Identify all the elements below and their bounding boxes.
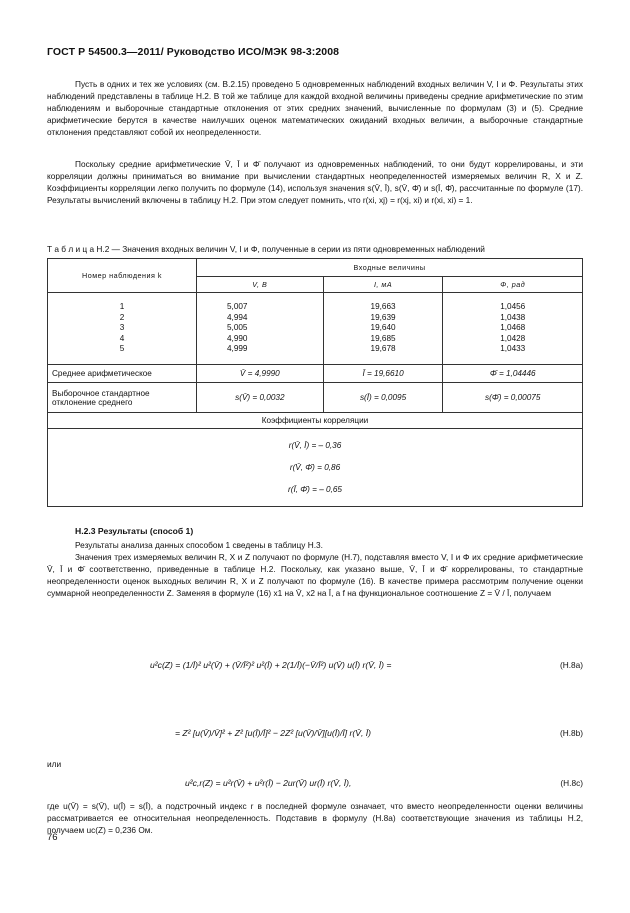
page-number: 76 xyxy=(47,832,58,843)
phi-values xyxy=(443,293,583,365)
formula-h8c: u²c,r(Z) = u²r(V̄) + u²r(Ī) − 2ur(V̄) ur(Ī) r(V̄, Ī), xyxy=(185,778,352,788)
v-value: 5,005 xyxy=(227,323,248,333)
phi-value: 1,0468 xyxy=(500,323,526,333)
sd-i: s(Ī) = 0,0095 xyxy=(323,383,443,413)
mean-v: V̄ = 4,9990 xyxy=(197,365,324,383)
phi-value: 1,0428 xyxy=(500,333,526,343)
k-value: 5 xyxy=(119,344,125,354)
phi-value: 1,0438 xyxy=(500,312,526,322)
sd-v: s(V̄) = 0,0032 xyxy=(197,383,324,413)
corr-v-i: r(V̄, Ī) = – 0,36 xyxy=(288,440,342,450)
col-obs-header: Номер наблюдения k xyxy=(48,259,197,293)
col-v-header: V, В xyxy=(197,277,324,293)
paragraph-2: Поскольку средние арифметические V̄, Ī и Φ̄ получают из одновременных наблюдений, то они будут коррелированы, и эти корреляции должны приниматься во внимание при вычислении стандартных неопределенностей измеряемых величин R, X и Z. Коэффициенты корреляции легко получить по формуле (14), используя значения s(V̄, Ī), s(V̄, Φ̄) и s(Ī, Φ̄), рассчитанные по формуле (17). Результаты вычислений включены в таблицу H.2. При этом следует помнить, что r(xi, xj) = r(xj, xi) и r(xi, xi) = 1. xyxy=(47,159,583,205)
table-caption: Т а б л и ц а H.2 — Значения входных величин V, I и Φ, полученные в серии из пяти одновременных наблюдений xyxy=(47,244,485,254)
v-value: 5,007 xyxy=(227,302,248,312)
col-inputs-header: Входные величины xyxy=(197,259,583,277)
v-values xyxy=(197,293,324,365)
section-paragraph-1: Результаты анализа данных способом 1 сведены в таблицу H.3. xyxy=(75,540,323,550)
v-value: 4,999 xyxy=(227,344,248,354)
col-phi-header: Φ, рад xyxy=(443,277,583,293)
mean-phi: Φ̄ = 1,04446 xyxy=(443,365,583,383)
paragraph-1: Пусть в одних и тех же условиях (см. B.2.15) проведено 5 одновременных наблюдений входных величин V, I и Φ. Результаты этих наблюдений представлены в таблице H.2. В той же таблице для каждой входной величины приведены средние арифметические по этим наблюдениям и выборочные стандартные отклонения от этих средних значений, вычисленные по формулам (3) и (5). Средние арифметические берутся в качестве наилучших оценок математических ожиданий входных величин, а выборочные стандартные отклонения представляют собой их неопределенности. xyxy=(47,79,583,137)
corr-v-phi: r(V̄, Φ̄) = 0,86 xyxy=(289,462,341,472)
i-value: 19,640 xyxy=(370,323,396,333)
i-value: 19,639 xyxy=(370,312,396,322)
formula-h8b-label: (H.8b) xyxy=(559,728,583,738)
k-value: 3 xyxy=(119,323,125,333)
k-value: 2 xyxy=(119,312,125,322)
k-value: 4 xyxy=(119,333,125,343)
formula-h8b: = Z² [u(V̄)/V̄]² + Z² [u(Ī)/Ī]² − 2Z² [u(V̄)/V̄][u(Ī)/Ī] r(V̄, Ī) xyxy=(175,728,372,738)
corr-i-phi: r(Ī, Φ̄) = – 0,65 xyxy=(288,484,342,494)
corr-label: Коэффициенты корреляции xyxy=(48,413,583,429)
table-h2 xyxy=(47,258,583,507)
section-title: H.2.3 Результаты (способ 1) xyxy=(75,526,194,536)
phi-value: 1,0456 xyxy=(500,302,526,312)
formula-h8c-label: (H.8c) xyxy=(560,778,583,788)
v-value: 4,990 xyxy=(227,333,248,343)
formula-h8a-label: (H.8a) xyxy=(559,660,583,670)
mean-i: Ī = 19,6610 xyxy=(323,365,443,383)
k-values xyxy=(48,293,197,365)
i-value: 19,678 xyxy=(370,344,396,354)
section-paragraph-2: Значения трех измеряемых величин R, X и Z получают по формуле (H.7), подставляя вместо V, I и Φ их средние арифметические V̄, Ī и Φ̄ соответственно, приведенные в таблице H.2. Поскольку, как указано выше, V̄, Ī и Φ̄ коррелированы, то стандартные неопределенности оценок выходных величин R, X и Z получают по формуле (16). В качестве примера рассмотрим получение оценки суммарной неопределенности Z. Заменяя в формуле (16) x1 на V̄, x2 на Ī, а f на функциональное соотношение Z = V̄ / Ī, получаем xyxy=(47,552,583,598)
col-i-header: I, мА xyxy=(323,277,443,293)
i-value: 19,685 xyxy=(370,333,396,343)
mean-label: Среднее арифметическое xyxy=(48,365,197,383)
sd-label: Выборочное стандартное отклонение среднего xyxy=(48,383,197,413)
final-paragraph: где u(V̄) = s(V̄), u(Ī) = s(Ī), а подстрочный индекс r в последней формуле означает, что вместо неопределенности оценки величины рассматривается ее относительная неопределенность. Подставив в формулу (H.8a) соответствующие значения из таблицы H.2, получаем uc(Z) = 0,236 Ом. xyxy=(47,801,583,835)
document-header: ГОСТ Р 54500.3—2011/ Руководство ИСО/МЭК 98-3:2008 xyxy=(47,46,340,58)
i-value: 19,663 xyxy=(370,302,396,312)
phi-value: 1,0433 xyxy=(500,344,526,354)
ili-word: или xyxy=(47,759,62,769)
v-value: 4,994 xyxy=(227,312,248,322)
sd-phi: s(Φ̄) = 0,00075 xyxy=(443,383,583,413)
k-value: 1 xyxy=(119,302,125,312)
i-values xyxy=(323,293,443,365)
corr-values xyxy=(48,429,583,507)
formula-h8a: u²c(Z) = (1/Ī)² u²(V̄) + (V̄/Ī²)² u²(Ī) + 2(1/Ī)(−V̄/Ī²) u(V̄) u(Ī) r(V̄, Ī) = xyxy=(150,660,392,670)
